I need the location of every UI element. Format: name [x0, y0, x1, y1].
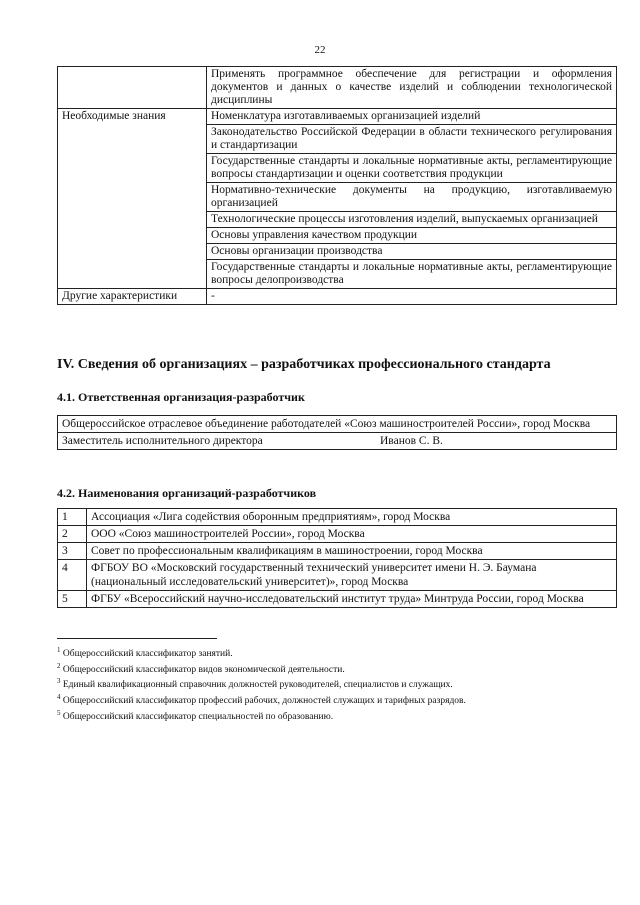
developer-org: ФГБОУ ВО «Московский государственный технический университет имени Н. Э. Баумана (национальный исследовательский университет)», город Москва [87, 560, 617, 591]
footnote [57, 692, 617, 708]
footnote [57, 661, 617, 677]
developers-table [57, 508, 617, 608]
developer-org: Ассоциация «Лига содействия оборонным предприятиям», город Москва [87, 509, 617, 526]
signatory-position: Заместитель исполнительного директора [62, 435, 263, 447]
table-row [58, 560, 617, 591]
footnote-mark: 4 [57, 692, 61, 701]
table-row [58, 543, 617, 560]
footnote [57, 645, 617, 661]
footnote-text: Общероссийский классификатор занятий. [62, 649, 233, 660]
table-row [58, 67, 617, 109]
row-number: 1 [58, 509, 87, 526]
responsible-org-table [57, 415, 617, 450]
footnote-text: Единый квалификационный справочник должностей руководителей, специалистов и служащих. [62, 680, 453, 691]
row-number: 3 [58, 543, 87, 560]
footnote-text: Общероссийский классификатор видов экономической деятельности. [62, 664, 345, 675]
footnote-mark: 5 [57, 708, 61, 717]
knowledge-item: Номенклатура изготавливаемых организацией изделий [207, 109, 617, 125]
table-row [58, 526, 617, 543]
table-row [58, 109, 617, 125]
footnote-text: Общероссийский классификатор профессий рабочих, должностей служащих и тарифных разрядов. [62, 696, 466, 707]
footnote [57, 676, 617, 692]
row-number: 4 [58, 560, 87, 591]
row-label-other: Другие характеристики [58, 289, 207, 305]
developers-heading: 4.2. Наименования организаций-разработчиков [57, 486, 317, 500]
footnote-divider [57, 638, 217, 639]
table-row [58, 416, 617, 433]
knowledge-item: Основы организации производства [207, 244, 617, 260]
responsible-signatory [58, 433, 617, 450]
knowledge-item: Технологические процессы изготовления изделий, выпускаемых организацией [207, 212, 617, 228]
developer-org: ФГБУ «Всероссийский научно-исследовательский институт труда» Минтруда России, город Москва [87, 591, 617, 608]
table-row [58, 289, 617, 305]
row-number: 5 [58, 591, 87, 608]
requirement-item: Применять программное обеспечение для регистрации и оформления документов и данных о качестве изделий и соблюдении технологической дисциплины [207, 67, 617, 109]
footnote-mark: 2 [57, 661, 61, 670]
developer-org: ООО «Союз машиностроителей России», город Москва [87, 526, 617, 543]
footnote-text: Общероссийский классификатор специальностей по образованию. [62, 711, 334, 722]
requirements-table [57, 66, 617, 305]
knowledge-item: Государственные стандарты и локальные нормативные акты, регламентирующие вопросы делопроизводства [207, 260, 617, 289]
row-label-knowledge: Необходимые знания [58, 109, 207, 289]
section-title: IV. Сведения об организациях – разработчиках профессионального стандарта [57, 357, 551, 372]
footnote-mark: 1 [57, 646, 61, 654]
table-row [58, 591, 617, 608]
footnotes [57, 645, 617, 723]
row-label [58, 67, 207, 109]
signatory-person: Иванов С. В. [380, 435, 443, 447]
knowledge-item: Основы управления качеством продукции [207, 228, 617, 244]
knowledge-item: Государственные стандарты и локальные нормативные акты, регламентирующие вопросы стандартизации и оценки соответствия продукции [207, 154, 617, 183]
developer-org: Совет по профессиональным квалификациям в машиностроении, город Москва [87, 543, 617, 560]
table-row [58, 433, 617, 450]
table-row [58, 509, 617, 526]
knowledge-item: Нормативно-технические документы на продукцию, изготавливаемую организацией [207, 183, 617, 212]
responsible-org-name: Общероссийское отраслевое объединение работодателей «Союз машиностроителей России», город Москва [58, 416, 617, 433]
knowledge-item: Законодательство Российской Федерации в области технического регулирования и стандартизации [207, 125, 617, 154]
other-item: - [207, 289, 617, 305]
footnote-mark: 3 [57, 677, 61, 686]
footnote [57, 708, 617, 724]
page-number: 22 [314, 44, 326, 56]
responsible-heading: 4.1. Ответственная организация-разработчик [57, 390, 305, 404]
row-number: 2 [58, 526, 87, 543]
